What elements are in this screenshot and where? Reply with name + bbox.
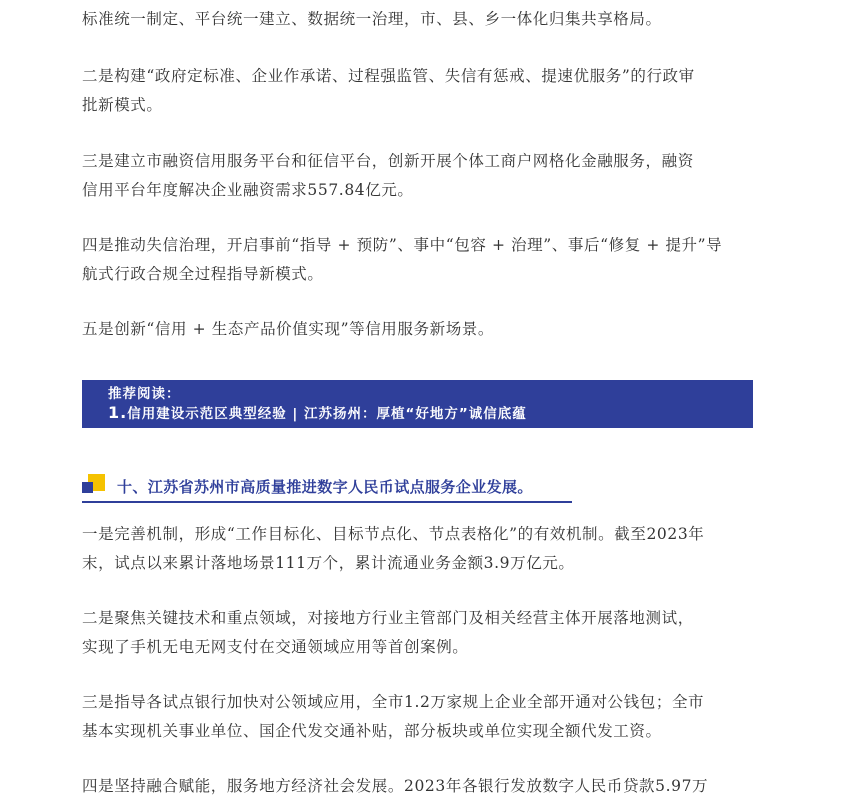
- paragraph-line: 三是建立市融资信用服务平台和征信平台，创新开展个体工商户网格化金融服务，融资: [82, 152, 694, 170]
- paragraph-9: [82, 772, 772, 801]
- paragraph-line: 基本实现机关事业单位、国企代发交通补贴，部分板块或单位实现全额代发工资。: [82, 722, 662, 740]
- paragraph-line: 标准统一制定、平台统一建立、数据统一治理，市、县、乡一体化归集共享格局。: [82, 10, 662, 28]
- link-text: 信用建设示范区典型经验 | 江苏扬州：厚植“好地方”诚信底蕴: [127, 406, 527, 422]
- recommended-reading-title: 推荐阅读：: [108, 386, 181, 402]
- square-bullet-icon: [82, 472, 106, 498]
- heading-underline: [82, 501, 572, 503]
- paragraph-line: 二是聚焦关键技术和重点领域，对接地方行业主管部门及相关经营主体开展落地测试，: [82, 609, 694, 627]
- paragraph-line: 信用平台年度解决企业融资需求557.84亿元。: [82, 181, 414, 199]
- section-heading: [82, 472, 582, 504]
- paragraph-8: [82, 688, 772, 746]
- paragraph-line: 三是指导各试点银行加快对公领域应用，全市1.2万家规上企业全部开通对公钱包；全市: [82, 693, 705, 711]
- paragraph-line: 五是创新“信用 + 生态产品价值实现”等信用服务新场景。: [82, 320, 494, 338]
- link-number: 1.: [108, 403, 128, 422]
- paragraph-line: 四是坚持融合赋能，服务地方经济社会发展。2023年各银行发放数字人民币贷款5.97万: [82, 777, 709, 795]
- paragraph-7: [82, 604, 772, 662]
- section-heading-text: 十、江苏省苏州市高质量推进数字人民币试点服务企业发展。: [117, 478, 533, 496]
- paragraph-line: 实现了手机无电无网支付在交通领域应用等首创案例。: [82, 638, 469, 656]
- paragraph-5: [82, 315, 772, 344]
- paragraph-line: 航式行政合规全过程指导新模式。: [82, 265, 324, 283]
- paragraph-line: 四是推动失信治理，开启事前“指导 + 预防”、事中“包容 + 治理”、事后“修复 + 提升”导: [82, 236, 723, 254]
- paragraph-1: [82, 5, 772, 34]
- paragraph-line: 末，试点以来累计落地场景111万个，累计流通业务金额3.9万亿元。: [82, 554, 575, 572]
- paragraph-line: 一是完善机制，形成“工作目标化、目标节点化、节点表格化”的有效机制。截至2023年: [82, 525, 705, 543]
- paragraph-3: [82, 147, 772, 205]
- recommended-reading-link[interactable]: [108, 403, 753, 424]
- paragraph-6: [82, 520, 772, 578]
- paragraph-line: 批新模式。: [82, 96, 163, 114]
- paragraph-4: [82, 231, 772, 289]
- recommended-reading-box: [82, 380, 753, 428]
- paragraph-line: 二是构建“政府定标准、企业作承诺、过程强监管、失信有惩戒、提速优服务”的行政审: [82, 67, 695, 85]
- paragraph-2: [82, 62, 772, 120]
